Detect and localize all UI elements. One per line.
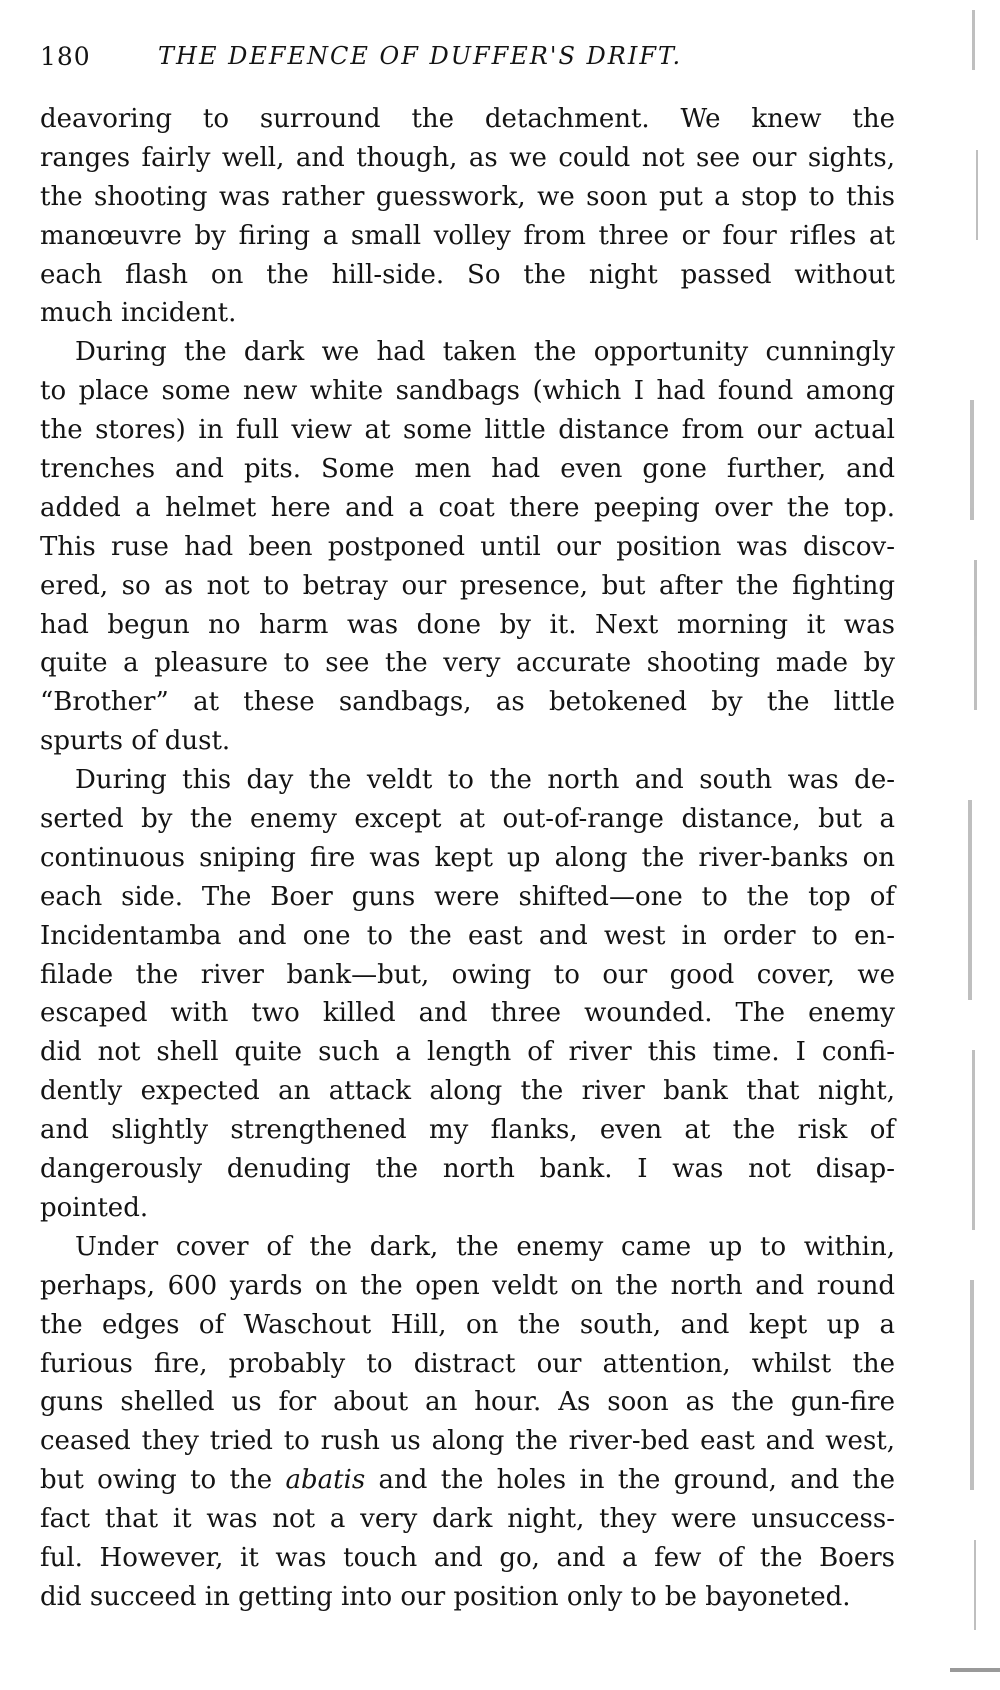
text-line: deavoring to surround the detachment. We knew the <box>40 104 895 134</box>
text-line: quite a pleasure to see the very accurate shooting made by <box>40 648 895 679</box>
text-line: furious fire, probably to distract our attention, whilst the <box>40 1348 895 1379</box>
text-line: serted by the enemy except at out-of-range distance, but a <box>40 804 895 835</box>
text-line: the edges of Waschout Hill, on the south, and kept up a <box>40 1309 895 1340</box>
text-line: escaped with two killed and three wounded. The enemy <box>40 998 895 1029</box>
scan-margin-speckle <box>950 0 1000 1690</box>
text-line: trenches and pits. Some men had even gone further, and <box>40 454 895 485</box>
paragraph-start-line: During the dark we had taken the opportunity cunningly <box>75 337 895 368</box>
body-text <box>40 100 895 1617</box>
paragraph-start-line: Under cover of the dark, the enemy came up to within, <box>75 1231 895 1262</box>
text-line: dently expected an attack along the river bank that night, <box>40 1076 895 1107</box>
italic-term-abatis: abatis <box>285 1465 366 1496</box>
text-line <box>40 1461 895 1500</box>
running-title: THE DEFENCE OF DUFFER'S DRIFT. <box>158 42 683 70</box>
text-line: the stores) in full view at some little distance from our actual <box>40 415 895 446</box>
text-line: each flash on the hill-side. So the night passed without <box>40 259 895 290</box>
text-line: each side. The Boer guns were shifted—one to the top of <box>40 881 895 912</box>
text-line: This ruse had been postponed until our position was discov- <box>40 531 895 562</box>
paragraph-start-line: During this day the veldt to the north and south was de- <box>75 765 895 796</box>
text-line: manœuvre by firing a small volley from three or four rifles at <box>40 220 895 251</box>
text-line: dangerously denuding the north bank. I was not disap- <box>40 1154 895 1185</box>
text-line: pointed. <box>40 1192 149 1223</box>
text-line: fact that it was not a very dark night, they were unsuccess- <box>40 1504 895 1535</box>
text-line: did not shell quite such a length of river this time. I confi- <box>40 1037 895 1068</box>
text-line: ranges fairly well, and though, as we could not see our sights, <box>40 142 895 173</box>
page-header <box>40 42 820 82</box>
text-line: ered, so as not to betray our presence, but after the fighting <box>40 570 895 601</box>
text-line: did succeed in getting into our position only to be bayoneted. <box>40 1581 851 1612</box>
text-line: spurts of dust. <box>40 726 231 757</box>
text-line: had begun no harm was done by it. Next morning it was <box>40 609 895 640</box>
text-line: and slightly strengthened my flanks, even at the risk of <box>40 1115 895 1146</box>
text-line: Incidentamba and one to the east and west in order to en- <box>40 920 895 951</box>
text-line: guns shelled us for about an hour. As soon as the gun-fire <box>40 1387 895 1418</box>
text-line: continuous sniping fire was kept up along the river-banks on <box>40 842 895 873</box>
text-run: and the holes in the ground, and the <box>365 1465 895 1496</box>
page-number: 180 <box>40 42 91 71</box>
text-line: perhaps, 600 yards on the open veldt on the north and round <box>40 1270 895 1301</box>
text-line: to place some new white sandbags (which I had found among <box>40 376 895 407</box>
text-line: ceased they tried to rush us along the river-bed east and west, <box>40 1426 895 1457</box>
text-line: added a helmet here and a coat there peeping over the top. <box>40 492 895 523</box>
text-line: much incident. <box>40 298 237 329</box>
text-line: filade the river bank—but, owing to our good cover, we <box>40 959 895 990</box>
text-line: the shooting was rather guesswork, we soon put a stop to this <box>40 181 895 212</box>
text-line: “Brother” at these sandbags, as betokened by the little <box>40 687 895 718</box>
text-run: but owing to the <box>40 1465 286 1496</box>
text-line: ful. However, it was touch and go, and a few of the Boers <box>40 1542 895 1573</box>
